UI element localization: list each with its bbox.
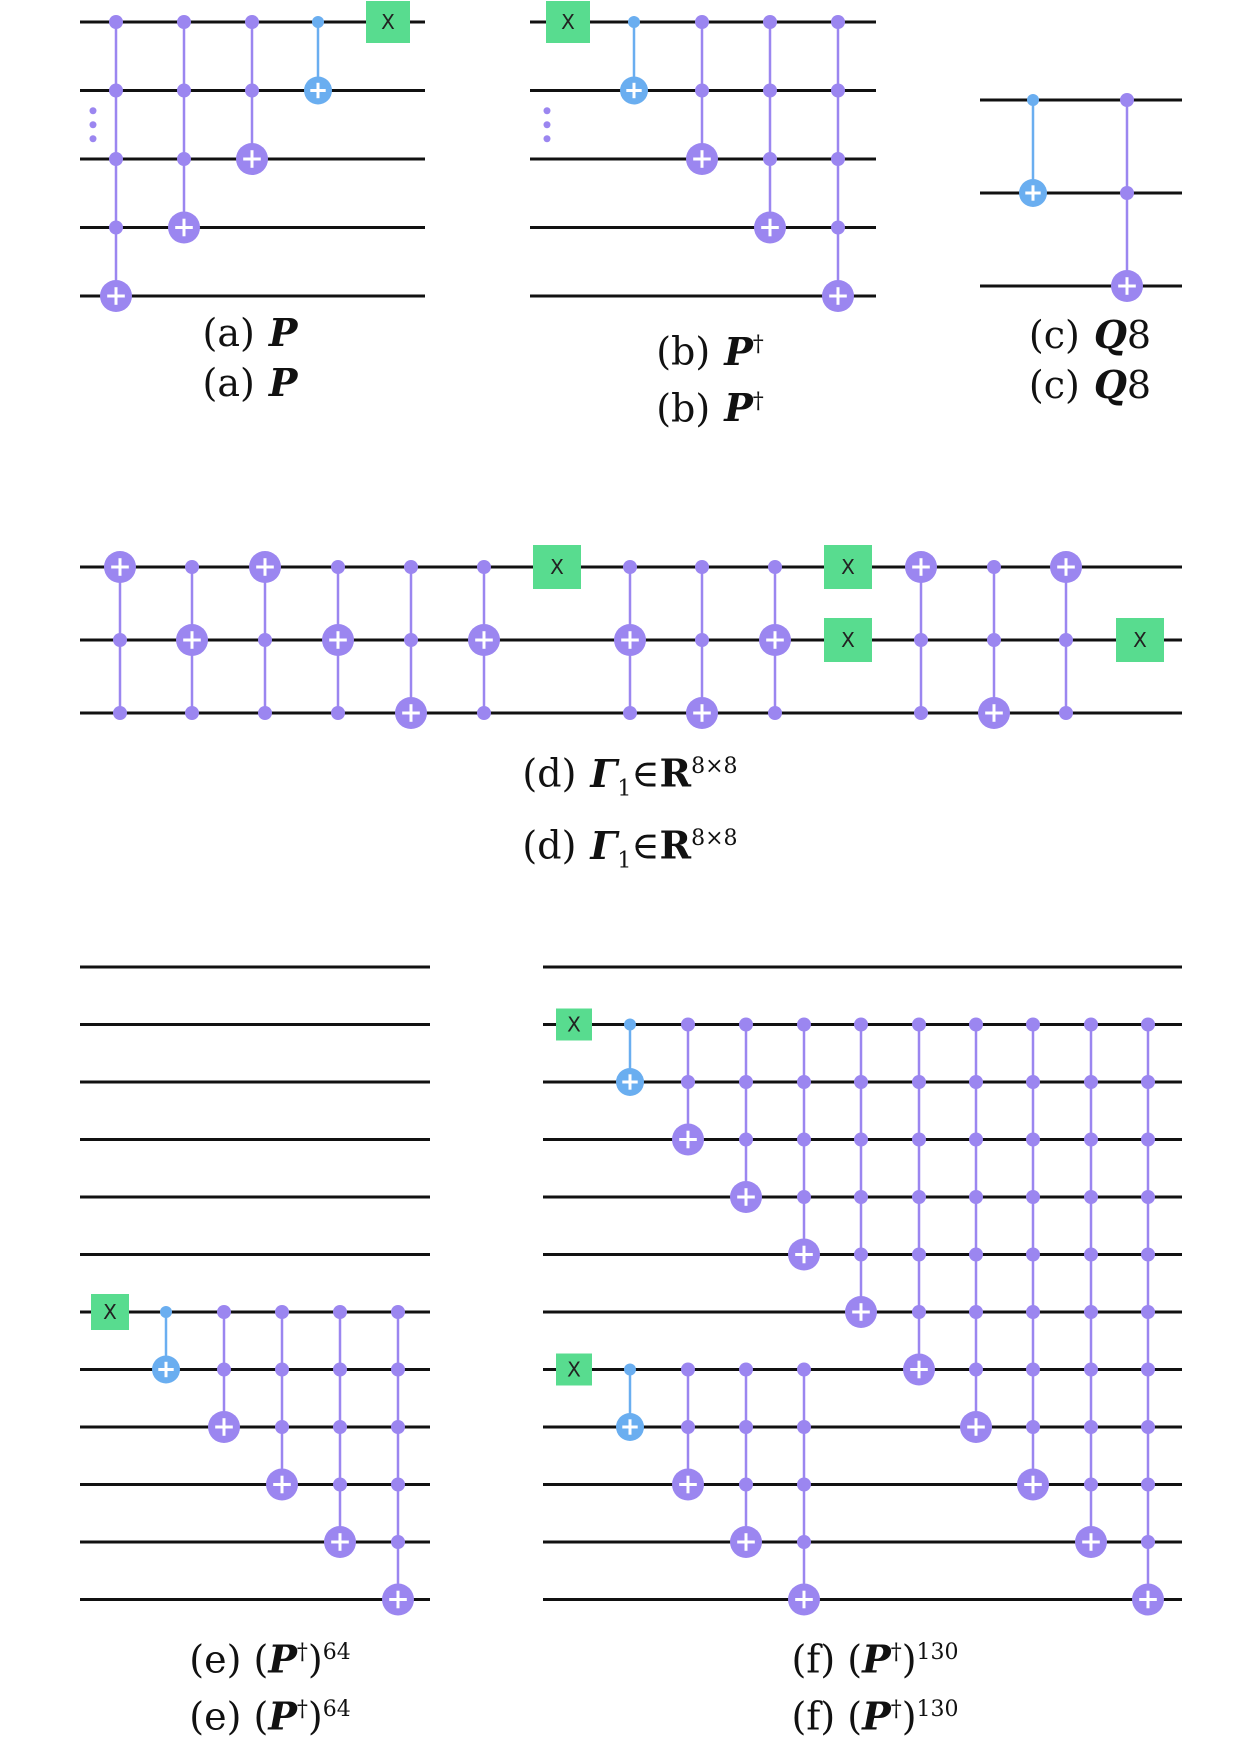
circuit-f-control-dot — [681, 1075, 695, 1089]
circuit-f-control-dot — [912, 1248, 926, 1262]
circuit-a-ellipsis-control-dot — [90, 135, 97, 142]
circuit-f-control-dot — [1084, 1018, 1098, 1032]
circuit-d-control-dot — [914, 633, 928, 647]
caption-d-line-2: (d) $\Gamma_1\in R^{8\times 8}$ — [522, 822, 738, 874]
circuit-d-control-dot — [331, 706, 345, 720]
circuit-d-control-dot — [477, 706, 491, 720]
circuit-d-control-dot — [695, 560, 709, 574]
circuit-f-control-dot — [1084, 1420, 1098, 1434]
circuit-f-control-dot — [969, 1190, 983, 1204]
circuit-e-control-dot — [217, 1363, 231, 1377]
circuit-f-control-dot — [1084, 1305, 1098, 1319]
circuit-b-ellipsis-control-dot — [544, 135, 551, 142]
circuit-f-control-dot — [797, 1420, 811, 1434]
caption-e-line-2: (e) $(P^\dagger)^{64}$ — [189, 1693, 351, 1739]
caption-f — [775, 1628, 975, 1741]
caption-c — [1015, 310, 1165, 410]
circuit-f-control-dot — [1141, 1018, 1155, 1032]
circuit-f-control-dot — [969, 1363, 983, 1377]
circuit-e-control-dot — [275, 1363, 289, 1377]
circuit-f-control-dot — [1141, 1075, 1155, 1089]
circuit-f-control-dot — [854, 1190, 868, 1204]
circuit-f-control-dot — [681, 1420, 695, 1434]
circuit-f-x-gate-label: X — [567, 1357, 581, 1382]
circuit-d-control-dot — [987, 633, 1001, 647]
circuit-f-control-dot — [681, 1018, 695, 1032]
circuit-f-control-dot — [969, 1133, 983, 1147]
circuit-f-control-dot — [969, 1305, 983, 1319]
circuit-f-control-dot — [854, 1018, 868, 1032]
circuit-f-control-dot — [1026, 1363, 1040, 1377]
circuit-e-control-dot — [333, 1363, 347, 1377]
circuit-f-control-dot — [1084, 1190, 1098, 1204]
circuit-d-control-dot — [768, 706, 782, 720]
circuit-d-control-dot — [113, 706, 127, 720]
caption-c-line-2: (c) Q8 — [1028, 362, 1152, 407]
circuit-d-control-dot — [695, 633, 709, 647]
caption-d — [510, 742, 750, 887]
circuit-c-control-dot — [1027, 94, 1039, 106]
caption-a-line-2: (a) P — [202, 360, 298, 405]
circuit-c-control-dot — [1120, 93, 1134, 107]
circuit-d-x-gate-label: X — [841, 555, 855, 579]
circuit-a-control-dot — [109, 15, 123, 29]
caption-c-line-1: (c) Q8 — [1028, 312, 1152, 357]
circuit-a-control-dot — [177, 15, 191, 29]
circuit-e-control-dot — [217, 1305, 231, 1319]
circuit-d-x-gate-label: X — [841, 628, 855, 652]
circuit-f-control-dot — [1084, 1075, 1098, 1089]
circuit-f-control-dot — [1141, 1305, 1155, 1319]
caption-f-line-2: (f) $(P^\dagger)^{130}$ — [791, 1693, 959, 1739]
circuit-d-control-dot — [1059, 633, 1073, 647]
circuit-e-control-dot — [333, 1305, 347, 1319]
circuit-f-control-dot — [739, 1420, 753, 1434]
circuit-f-control-dot — [1141, 1420, 1155, 1434]
circuit-e-control-dot — [333, 1478, 347, 1492]
circuit-b-control-dot — [763, 84, 777, 98]
circuit-d-control-dot — [768, 560, 782, 574]
circuit-b-ellipsis-control-dot — [544, 121, 551, 128]
caption-b-line-1: (b) P† — [656, 328, 764, 374]
circuit-d-control-dot — [185, 560, 199, 574]
caption-b-line-2: (b) P† — [656, 385, 764, 431]
circuit-f-control-dot — [739, 1075, 753, 1089]
circuit-d-control-dot — [113, 633, 127, 647]
caption-b — [640, 320, 780, 433]
circuit-a-control-dot — [245, 15, 259, 29]
circuit-b-control-dot — [831, 84, 845, 98]
circuit-f-control-dot — [1026, 1190, 1040, 1204]
circuit-f-control-dot — [1026, 1133, 1040, 1147]
circuit-f-control-dot — [854, 1075, 868, 1089]
circuit-b-ellipsis-control-dot — [544, 107, 551, 114]
circuit-f-control-dot — [854, 1133, 868, 1147]
circuit-d-control-dot — [623, 706, 637, 720]
circuit-f-control-dot — [797, 1190, 811, 1204]
caption-e-line-1: (e) $(P^\dagger)^{64}$ — [189, 1636, 351, 1682]
circuit-f-control-dot — [1141, 1363, 1155, 1377]
circuit-f-control-dot — [1141, 1248, 1155, 1262]
caption-e — [170, 1628, 370, 1741]
circuit-f-control-dot — [739, 1133, 753, 1147]
circuit-a-ellipsis-control-dot — [90, 107, 97, 114]
circuit-d-control-dot — [185, 706, 199, 720]
circuit-d-control-dot — [1059, 706, 1073, 720]
circuit-f-x-gate-label: X — [567, 1012, 581, 1037]
circuit-f-control-dot — [1084, 1133, 1098, 1147]
circuit-f-control-dot — [739, 1018, 753, 1032]
circuit-f-control-dot — [797, 1535, 811, 1549]
circuit-d-control-dot — [258, 633, 272, 647]
circuit-f-control-dot — [969, 1075, 983, 1089]
caption-a — [180, 308, 320, 408]
circuit-f-control-dot — [1026, 1018, 1040, 1032]
circuit-e-control-dot — [391, 1363, 405, 1377]
circuit-b-control-dot — [763, 15, 777, 29]
circuit-e-control-dot — [275, 1305, 289, 1319]
circuit-d-control-dot — [623, 560, 637, 574]
circuit-f-control-dot — [1026, 1248, 1040, 1262]
circuit-f-control-dot — [1141, 1478, 1155, 1492]
circuit-b-control-dot — [695, 84, 709, 98]
circuit-c-control-dot — [1120, 186, 1134, 200]
circuit-f-control-dot — [1084, 1478, 1098, 1492]
circuit-b-x-gate-label: X — [561, 10, 575, 34]
circuit-f-control-dot — [1084, 1363, 1098, 1377]
circuit-d-control-dot — [987, 560, 1001, 574]
circuit-f-control-dot — [912, 1133, 926, 1147]
caption-a-line-1: (a) P — [202, 310, 298, 355]
circuit-f-control-dot — [681, 1363, 695, 1377]
circuit-f-control-dot — [912, 1018, 926, 1032]
circuit-d-control-dot — [331, 560, 345, 574]
circuit-d-control-dot — [404, 633, 418, 647]
circuit-f-control-dot — [797, 1478, 811, 1492]
caption-f-line-1: (f) $(P^\dagger)^{130}$ — [791, 1636, 959, 1682]
circuit-d-x-gate-label: X — [550, 555, 564, 579]
circuit-f-control-dot — [1084, 1248, 1098, 1262]
circuit-f-control-dot — [912, 1190, 926, 1204]
circuit-f-control-dot — [1026, 1305, 1040, 1319]
circuit-e-control-dot — [391, 1420, 405, 1434]
circuit-a-control-dot — [109, 221, 123, 235]
circuit-e-control-dot — [333, 1420, 347, 1434]
circuit-b-control-dot — [628, 16, 640, 28]
circuit-a-control-dot — [109, 152, 123, 166]
circuit-d-control-dot — [258, 706, 272, 720]
circuit-f-control-dot — [624, 1364, 636, 1376]
circuit-f-control-dot — [1141, 1535, 1155, 1549]
circuit-a-control-dot — [245, 84, 259, 98]
circuit-a-ellipsis-control-dot — [90, 121, 97, 128]
circuit-f-control-dot — [739, 1363, 753, 1377]
circuit-d-control-dot — [404, 560, 418, 574]
circuit-a-control-dot — [109, 84, 123, 98]
circuit-a-control-dot — [177, 152, 191, 166]
circuit-f-control-dot — [1026, 1075, 1040, 1089]
circuit-d-control-dot — [477, 560, 491, 574]
circuit-e-control-dot — [275, 1420, 289, 1434]
circuit-b-control-dot — [831, 221, 845, 235]
circuit-f-control-dot — [624, 1019, 636, 1031]
circuit-f-control-dot — [739, 1478, 753, 1492]
circuit-a-x-gate-label: X — [381, 10, 395, 34]
circuit-f-control-dot — [1026, 1420, 1040, 1434]
circuit-e-control-dot — [391, 1478, 405, 1492]
circuit-d-control-dot — [914, 706, 928, 720]
circuit-e-control-dot — [391, 1535, 405, 1549]
circuit-f-control-dot — [969, 1248, 983, 1262]
circuit-f-control-dot — [1141, 1133, 1155, 1147]
circuit-e-control-dot — [391, 1305, 405, 1319]
circuit-f-control-dot — [854, 1248, 868, 1262]
circuit-b-control-dot — [763, 152, 777, 166]
circuit-f-control-dot — [797, 1018, 811, 1032]
circuit-f-control-dot — [1141, 1190, 1155, 1204]
caption-d-line-1: (d) $\Gamma_1\in R^{8\times 8}$ — [522, 750, 738, 802]
circuit-f-control-dot — [797, 1133, 811, 1147]
circuit-b-control-dot — [695, 15, 709, 29]
circuit-b-control-dot — [831, 15, 845, 29]
circuit-f-control-dot — [797, 1363, 811, 1377]
circuit-f-control-dot — [912, 1305, 926, 1319]
circuit-b-control-dot — [831, 152, 845, 166]
circuit-f-control-dot — [969, 1018, 983, 1032]
circuit-a-control-dot — [177, 84, 191, 98]
circuit-f-control-dot — [797, 1075, 811, 1089]
circuit-f-control-dot — [912, 1075, 926, 1089]
circuit-d-x-gate-label: X — [1133, 628, 1147, 652]
circuit-a-control-dot — [312, 16, 324, 28]
circuit-e-control-dot — [160, 1306, 172, 1318]
circuit-e-x-gate-label: X — [103, 1300, 117, 1324]
